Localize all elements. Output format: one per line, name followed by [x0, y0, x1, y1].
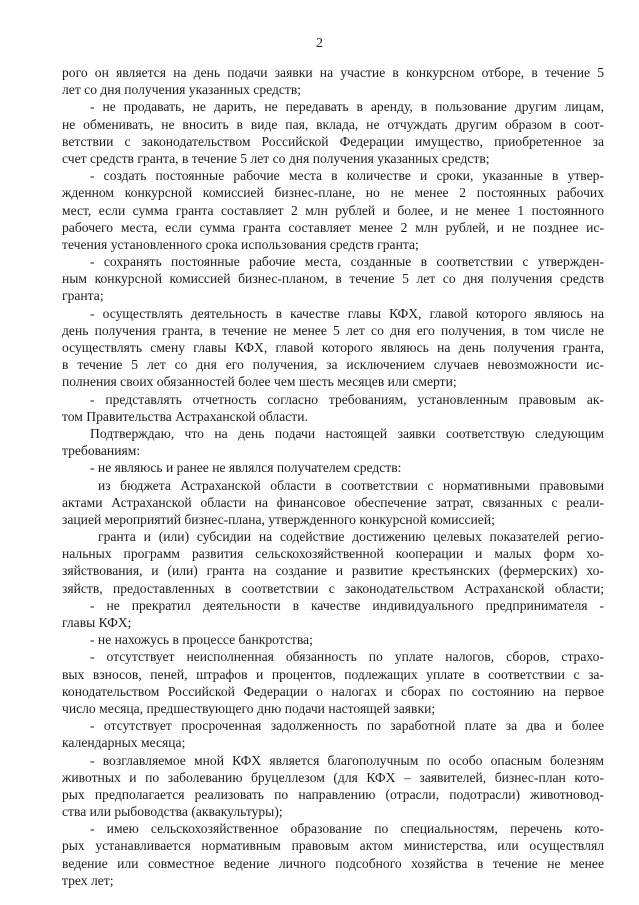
- document-body: [62, 64, 604, 889]
- text-line: - осуществлять деятельность в качестве главы КФХ, главой которого являюсь на: [90, 305, 604, 321]
- text-line: в течение 5 лет со дня его получения, за исключением случаев невозможности ис-: [62, 357, 604, 373]
- text-line: осуществлять смену главы КФХ, главой которого являюсь на день получения гранта,: [62, 340, 604, 355]
- text-line: число месяца, предшествующего дню подачи настоящей заявки;: [62, 700, 436, 716]
- text-line: зацией мероприятий бизнес-плана, утвержденного конкурсной комиссией;: [62, 511, 495, 527]
- text-line: полнения своих обязанностей более чем шесть месяцев или смерти;: [62, 374, 457, 390]
- text-line: вых взносов, пеней, штрафов и процентов, подлежащих уплате в соответствии с за-: [62, 666, 604, 682]
- text-line: ства или рыбоводства (аквакультуры);: [62, 804, 283, 820]
- text-line: - не являюсь и ранее не являлся получателем средств:: [90, 460, 402, 476]
- text-line: рых устанавливается нормативным правовым актом министерства, или осуществлял: [62, 838, 604, 854]
- text-line: животных и по заболеванию бруцеллезом (для КФХ – заявителей, бизнес-план кото-: [62, 769, 604, 785]
- text-line: гранта;: [62, 288, 104, 304]
- text-line: - не продавать, не дарить, не передавать в аренду, в пользование другим лицам,: [90, 99, 604, 115]
- text-line: главы КФХ;: [62, 615, 132, 630]
- text-line: - не нахожусь в процессе банкротства;: [90, 632, 313, 648]
- text-line: - отсутствует просроченная задолженность по заработной плате за два и более: [90, 718, 604, 734]
- text-line: - представлять отчетность согласно требованиям, установленным правовым ак-: [90, 391, 604, 407]
- text-line: лет со дня получения указанных средств;: [62, 82, 302, 98]
- text-line: календарных месяца;: [62, 735, 186, 751]
- text-line: том Правительства Астраханской области.: [62, 408, 308, 424]
- text-line: зяйств, предоставленных в соответствии с законодательством Астраханской области;: [62, 580, 604, 596]
- text-line: зяйствования, и (или) гранта на создание и развитие крестьянских (фермерских) хо-: [62, 563, 604, 579]
- text-line: ветствии с законодательством Российской Федерации имущество, приобретенное за: [62, 133, 604, 149]
- text-line: ведение или совместное ведение личного подсобного хозяйства в течение не менее: [62, 855, 604, 871]
- text-line: ным конкурсной комиссией бизнес-планом, в течение 5 лет со дня получения средств: [62, 271, 604, 287]
- text-line: из бюджета Астраханской области в соответствии с нормативными правовыми: [98, 477, 604, 493]
- text-line: актами Астраханской области на финансовое обеспечение затрат, связанных с реали-: [62, 494, 604, 510]
- text-line: - имею сельскохозяйственное образование по специальностям, перечень кото-: [90, 821, 604, 837]
- text-line: не обменивать, не вносить в виде пая, вклада, не отчуждать другим образом в соот-: [62, 116, 604, 132]
- text-line: день получения гранта, в течение не менее 5 лет со дня его получения, в том числе не: [62, 322, 604, 338]
- text-line: течения установленного срока использования средств гранта;: [62, 236, 419, 252]
- text-line: гранта и (или) субсидии на содействие достижению целевых показателей регио-: [98, 529, 604, 545]
- text-line: жденном конкурсной комиссией бизнес-плане, но не менее 2 постоянных рабочих: [62, 185, 604, 201]
- text-line: - создать постоянные рабочие места в количестве и сроки, указанные в утвер-: [90, 168, 604, 184]
- text-line: мест, если сумма гранта составляет 2 млн рублей и более, и не менее 1 постоянного: [62, 202, 604, 218]
- text-line: нальных программ развития сельскохозяйственной кооперации и малых форм хо-: [62, 546, 604, 562]
- text-line: Подтверждаю, что на день подачи настоящей заявки соответствую следующим: [90, 425, 604, 441]
- text-line: - возглавляемое мной КФХ является благополучным по особо опасным болезням: [90, 752, 604, 768]
- text-line: счет средств гранта, в течение 5 лет со дня получения указанных средств;: [62, 150, 490, 166]
- page-number: 2: [316, 36, 323, 51]
- text-line: - сохранять постоянные рабочие места, созданные в соответствии с утвержден-: [90, 254, 604, 270]
- text-line: рого он является на день подачи заявки на участие в конкурсном отборе, в течение 5: [62, 65, 604, 80]
- text-line: - не прекратил деятельности в качестве индивидуального предпринимателя -: [90, 597, 604, 613]
- text-line: - отсутствует неисполненная обязанность по уплате налогов, сборов, страхо-: [90, 649, 604, 665]
- text-line: конодательством Российской Федерации о налогах и сборах по состоянию на первое: [62, 683, 604, 699]
- text-line: рых предполагается реализовать по направлению (отрасли, подотрасли) животновод-: [62, 786, 604, 802]
- text-line: трех лет;: [62, 872, 114, 888]
- text-line: рабочего места, если сумма гранта составляет менее 2 млн рублей, и не позднее ис-: [62, 219, 604, 235]
- text-line: требованиям:: [62, 443, 141, 459]
